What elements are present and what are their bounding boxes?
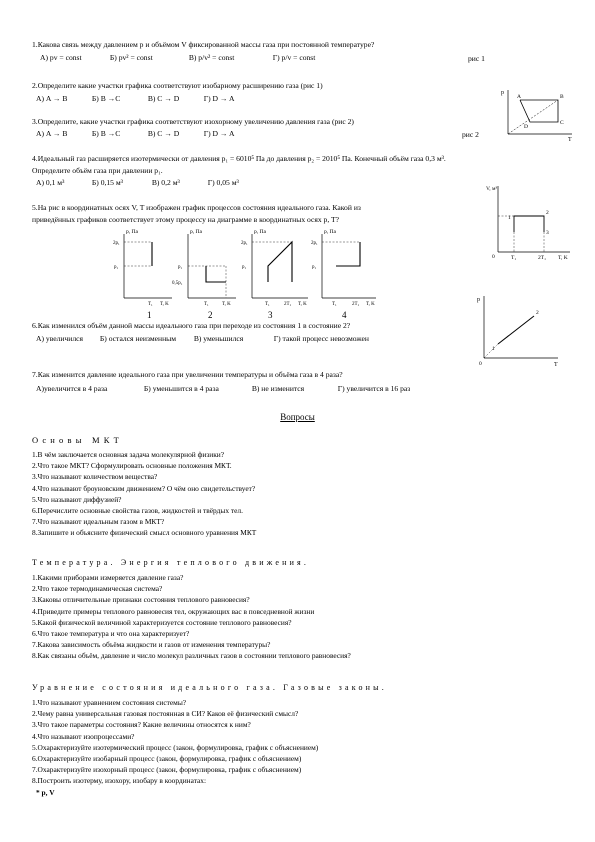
q2-option-b: Б) B →C (91, 94, 121, 103)
section-1-item: 4.Что называют броуновским движением? О чём оно свидетельствует? (32, 483, 256, 493)
fig1-point-c: C (560, 120, 564, 126)
q5-answer-graphs (112, 226, 382, 310)
question-4-options (36, 179, 262, 188)
q3-option-a: А) A → B (36, 129, 68, 138)
g2-axis-t: T, K (222, 302, 231, 307)
section-3-item: 8.Построить изотерму, изохору, изобару в координатах: (32, 776, 207, 786)
section-2-item: 2.Что такое термодинамическая система? (32, 584, 163, 594)
section-1-item: 2.Что такое МКТ? Сформулировать основные положения МКТ. (32, 461, 232, 471)
q3-option-b: Б) B →C (91, 129, 121, 138)
section-2-item: 7.Какова зависимость объёма жидкости и газов от изменения температуры? (32, 640, 271, 650)
q6-option-d: Г) такой процесс невозможен (273, 334, 369, 343)
fig1-point-d: D (524, 124, 528, 130)
q5vt-point-1: 1 (508, 215, 511, 221)
q5vt-axis-t: T, K (558, 255, 568, 261)
q6-origin: 0 (479, 361, 482, 367)
q1-option-b: Б) pv² = const (109, 53, 153, 62)
q6-option-c: В) уменьшился (193, 334, 244, 343)
g4-t1: T₁ (332, 302, 337, 307)
q6-option-a: А) увеличился (36, 334, 84, 343)
section-1-item: 8.Запишите и объясните физический смысл основного уравнения МКТ (32, 528, 257, 538)
g1-t1: T₁ (148, 302, 153, 307)
section-2-item: 8.Как связаны объём, давление и число молекул различных газов в состоянии теплового равновесия? (32, 651, 351, 661)
q5vt-axis-v: V, м³ (486, 186, 498, 192)
q5-vt-graph (484, 182, 574, 262)
q3-option-c: В) C → D (147, 129, 180, 138)
q4-option-b: Б) 0,15 м³ (91, 178, 123, 187)
section-3-title: Уравнение состояния идеального газа. Газовые законы. (32, 683, 387, 692)
g2-p1: p₁ (178, 265, 183, 270)
section-1-item: 5.Что называют диффузией? (32, 494, 122, 504)
section-1-item: 7.Что называют идеальным газом в МКТ? (32, 517, 165, 527)
g1-2p1: 2p₁ (113, 241, 120, 246)
question-7-options (36, 385, 438, 394)
question-3-text: 3.Определите, какие участки графика соответствуют изохорному увеличению давления газа (рис 2) (32, 117, 354, 126)
g1-axis-p: p, Па (126, 229, 138, 235)
questions-title: Вопросы (280, 412, 315, 422)
q1-option-d: Г) p/v = const (272, 53, 316, 62)
section-2-item: 6.Что такое температура и что она характеризует? (32, 629, 190, 639)
section-3-item: * p, V (36, 787, 55, 797)
g3-t1: T₁ (265, 302, 270, 307)
section-3-item: 4.Что называют изопроцессами? (32, 731, 135, 741)
g3-2p1: 2p₁ (241, 241, 248, 246)
section-3-item: 6.Охарактеризуйте изобарный процесс (закон, формулировка, график с объяснением) (32, 754, 302, 764)
g2-half-p1: 0,5p₁ (172, 281, 183, 286)
q5vt-t1: T₁ (511, 255, 517, 261)
question-7-text: 7.Как изменится давление идеального газа при увеличении температуры и объёма газа в 4 раза? (32, 370, 343, 379)
q7-option-a: А)увеличится в 4 раза (36, 384, 108, 393)
section-3-item: 3.Что такое параметры состояния? Какие величины относятся к ним? (32, 720, 251, 730)
g3-axis-t: T, K (298, 302, 307, 307)
q1-option-a: А) pv = const (40, 53, 82, 62)
section-3-item: 2.Чему равна универсальная газовая постоянная в СИ? Каков её физический смысл? (32, 709, 299, 719)
q5-graph-1 (113, 229, 172, 307)
figure-1-label: рис 1 (468, 54, 485, 63)
q4-option-c: В) 0,2 м³ (151, 178, 180, 187)
q4-option-a: А) 0,1 м³ (36, 178, 65, 187)
question-1-text: 1.Какова связь между давлением p и объёмом V фиксированной массы газа при постоянной температуре? (32, 40, 375, 49)
q5-graph-2 (172, 229, 236, 307)
question-4-line1: 4.Идеальный газ расширяется изотермически от давления p₁ = 6010⁵ Па до давления p₂ = 2010⁵ Па. Конечный объём газа 0,3 м³. (32, 154, 446, 163)
q5vt-2t1: 2T₁ (538, 255, 547, 261)
q2-option-a: А) A → B (36, 94, 68, 103)
question-5-line1: 5.На рис в координатных осях V, T изображен график процессов состояния идеального газа. Какой из (32, 203, 361, 212)
section-1-item: 1.В чём заключается основная задача молекулярной физики? (32, 450, 225, 459)
q2-option-d: Г) D → A (203, 94, 235, 103)
question-1-options (40, 54, 353, 63)
fig1-point-a: A (517, 94, 521, 100)
question-5-line2: приведённых графиков соответствует этому процессу на диаграмме в координатных осях p, T? (32, 215, 340, 224)
q5-graph-4 (311, 229, 376, 307)
q2-option-c: В) C → D (147, 94, 180, 103)
question-2-text: 2.Определите какие участки графика соответствуют изобарному расширению газа (рис 1) (32, 81, 323, 90)
g1-axis-t: T, K (160, 302, 169, 307)
section-3-list (32, 697, 318, 798)
graph-number-3: 3 (268, 310, 273, 320)
q7-option-c: В) не изменится (251, 384, 305, 393)
graph-number-4: 4 (342, 310, 347, 320)
figure-2-label: рис 2 (462, 130, 479, 139)
question-3-options (36, 130, 258, 139)
g3-2t1: 2T₁ (284, 302, 292, 307)
g4-2p1: 2p₁ (311, 241, 318, 246)
g1-p1: p₁ (114, 265, 119, 270)
q6-axis-p: p (477, 297, 480, 303)
fig1-point-b: B (560, 94, 564, 100)
section-2-list (32, 572, 351, 662)
q5vt-origin: 0 (492, 254, 495, 260)
figure-1-graph (500, 86, 575, 141)
fig1-axis-p: p (501, 90, 504, 96)
q7-option-d: Г) увеличится в 16 раз (337, 384, 411, 393)
section-2-item: 4.Приведите примеры теплового равновесия тел, окружающих вас в повседневной жизни (32, 606, 315, 616)
q6-point-2: 2 (536, 310, 539, 316)
g4-p1: p₁ (312, 265, 317, 270)
g2-t1: T₁ (204, 302, 209, 307)
q6-point-1: 1 (492, 346, 495, 352)
question-2-options (36, 95, 258, 104)
section-1-list (32, 449, 256, 539)
section-3-item: 1.Что называют уравнением состояния системы? (32, 698, 187, 707)
q1-option-c: В) p/v² = const (188, 53, 235, 62)
q6-axis-t: T (554, 362, 558, 368)
section-3-item: 7.Охарактеризуйте изохорный процесс (закон, формулировка, график с объяснением) (32, 765, 302, 775)
section-1-title: Основы МКТ (32, 435, 123, 445)
q7-option-b: Б) уменьшится в 4 раза (143, 384, 219, 393)
g4-axis-t: T, K (366, 302, 375, 307)
section-1-item: 3.Что называют количеством вещества? (32, 472, 158, 482)
g3-axis-p: p, Па (254, 229, 266, 235)
section-3-item: 5.Охарактеризуйте изотермический процесс (закон, формулировка, график с объяснением) (32, 742, 319, 752)
q4-option-d: Г) 0,05 м³ (207, 178, 239, 187)
section-1-item: 6.Перечислите основные свойства газов, жидкостей и твёрдых тел. (32, 506, 243, 516)
g4-axis-p: p, Па (324, 229, 336, 235)
q6-graph (474, 292, 564, 372)
question-6-text: 6.Как изменился объём данной массы идеального газа при переходе из состояния 1 в состояние 2? (32, 321, 351, 330)
graph-number-2: 2 (208, 310, 213, 320)
fig1-axis-t: T (568, 137, 572, 141)
graph-number-1: 1 (147, 310, 152, 320)
section-2-item: 3.Каковы отличительные признаки состояния теплового равновесия? (32, 595, 250, 605)
question-6-options (36, 335, 394, 344)
question-4-line2: Определите объём газа при давлении p₁. (32, 166, 163, 175)
q5vt-point-2: 2 (546, 210, 549, 216)
g3-p1: p₁ (242, 265, 247, 270)
section-2-item: 1.Какими приборами измеряется давление газа? (32, 573, 184, 582)
section-2-item: 5.Какой физической величиной характеризуется состояние теплового равновесия? (32, 617, 292, 627)
q5-graph-3 (241, 229, 308, 307)
q5vt-point-3: 3 (546, 230, 549, 236)
q3-option-d: Г) D → A (203, 129, 235, 138)
q6-option-b: Б) остался неизменным (99, 334, 177, 343)
g4-2t1: 2T₁ (352, 302, 360, 307)
g2-axis-p: p, Па (190, 229, 202, 235)
section-2-title: Температура. Энергия теплового движения. (32, 558, 310, 567)
